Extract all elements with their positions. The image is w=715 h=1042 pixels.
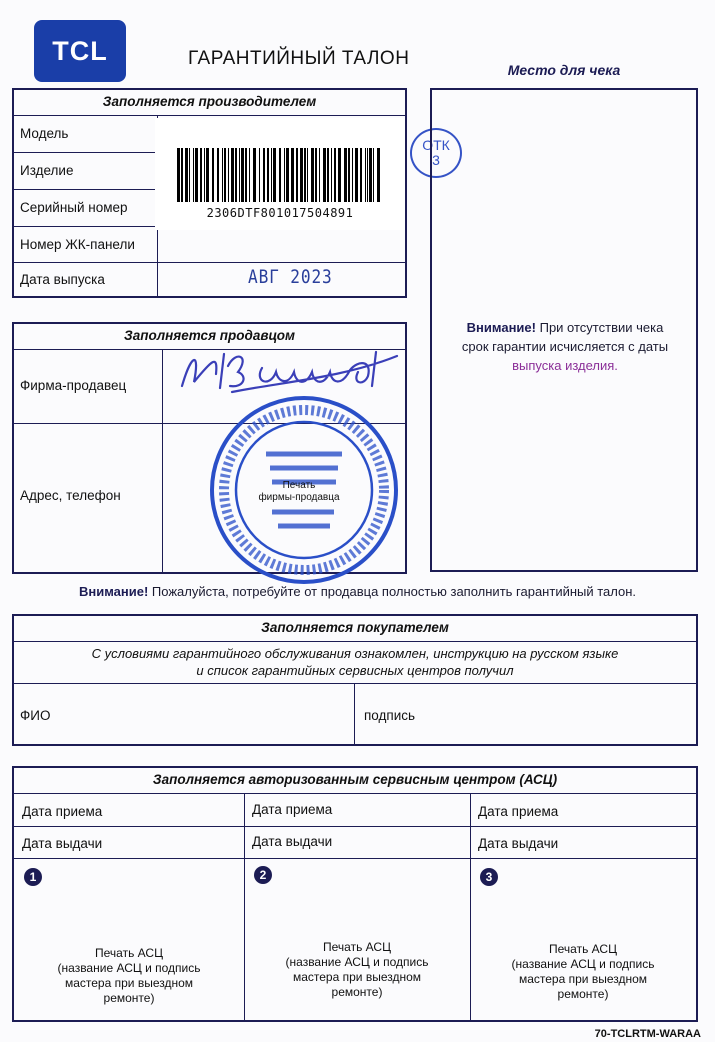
service-number-1-icon: 1: [24, 868, 42, 886]
receipt-notice: [432, 318, 698, 375]
service-row-divider-2: [14, 858, 696, 859]
service-stamp-3-line4: ремонте): [557, 987, 609, 1001]
fio-label: ФИО: [20, 708, 51, 723]
service-stamp-1-line1: Печать АСЦ: [95, 946, 163, 960]
manufacturer-header: Заполняется производителем: [14, 90, 405, 116]
seller-column-divider: [162, 350, 163, 572]
service-stamp-3-line3: мастера при выездном: [518, 972, 648, 986]
receipt-notice-bold: Внимание!: [466, 320, 536, 335]
service-header: Заполняется авторизованным сервисным центром (АСЦ): [14, 768, 696, 794]
service-number-2-icon: 2: [254, 866, 272, 884]
release-date-value: АВГ 2023: [248, 266, 333, 288]
received-date-label-1: Дата приема: [22, 804, 103, 819]
otk-stamp-number: 3: [432, 152, 440, 168]
address-label: Адрес, телефон: [20, 488, 121, 503]
service-stamp-2-line3: мастера при выездном: [292, 970, 422, 984]
buyer-statement-line1: С условиями гарантийного обслуживания ознакомлен, инструкцию на русском языке: [91, 646, 619, 661]
service-stamp-1-line4: ремонте): [103, 991, 155, 1005]
fill-notice-text: Пожалуйста, потребуйте от продавца полностью заполнить гарантийный талон.: [151, 584, 637, 599]
barcode-sticker: [155, 118, 405, 230]
model-label: Модель: [20, 126, 69, 141]
document-title: ГАРАНТИЙНЫЙ ТАЛОН: [188, 48, 410, 69]
service-column-divider-1: [244, 794, 245, 1020]
firm-label: Фирма-продавец: [20, 378, 127, 393]
barcode-icon: [155, 118, 405, 203]
service-stamp-3-line2: (название АСЦ и подпись: [511, 957, 655, 971]
service-stamp-2-line4: ремонте): [331, 985, 383, 999]
service-stamp-caption-1: [44, 946, 214, 1006]
buyer-column-divider: [354, 684, 355, 744]
service-column-divider-2: [470, 794, 471, 1020]
issued-date-label-3: Дата выдачи: [478, 836, 559, 851]
tcl-logo: TCL: [34, 20, 126, 82]
issued-date-label-1: Дата выдачи: [22, 836, 103, 851]
signature-label: подпись: [364, 708, 416, 723]
seal-caption: [244, 480, 354, 504]
footer-code: 70-TCLRTM-WARAA: [594, 1028, 701, 1040]
receipt-place-title: Место для чека: [507, 62, 621, 78]
field-row-date: [14, 263, 405, 296]
service-section: [12, 766, 698, 1022]
barcode-number: 2306DTF801017504891: [206, 206, 354, 220]
issued-date-label-2: Дата выдачи: [252, 834, 333, 849]
product-label: Изделие: [20, 163, 74, 178]
service-stamp-2-line2: (название АСЦ и подпись: [285, 955, 429, 969]
seal-caption-line1: Печать: [282, 480, 316, 491]
service-stamp-1-line2: (название АСЦ и подпись: [57, 961, 201, 975]
service-stamp-caption-2: [272, 940, 442, 1000]
receipt-notice-line3: выпуска изделия.: [512, 358, 618, 373]
received-date-label-2: Дата приема: [252, 802, 333, 817]
serial-number-label: Серийный номер: [20, 200, 128, 215]
receipt-notice-line2: срок гарантии исчисляется с даты: [461, 339, 669, 354]
service-stamp-3-line1: Печать АСЦ: [549, 942, 617, 956]
buyer-statement: [14, 642, 696, 684]
receipt-notice-line1: При отсутствии чека: [539, 320, 664, 335]
buyer-section: [12, 614, 698, 746]
seller-header: Заполняется продавцом: [14, 324, 405, 350]
service-stamp-2-line1: Печать АСЦ: [323, 940, 391, 954]
received-date-label-3: Дата приема: [478, 804, 559, 819]
field-row-panel: [14, 227, 405, 263]
otk-stamp-label: ОТК: [422, 137, 450, 153]
buyer-header: Заполняется покупателем: [14, 616, 696, 642]
fill-notice: [0, 584, 715, 599]
panel-number-label: Номер ЖК-панели: [20, 237, 135, 252]
seal-caption-line2: фирмы-продавца: [258, 492, 340, 503]
service-number-3-icon: 3: [480, 868, 498, 886]
service-stamp-1-line3: мастера при выездном: [64, 976, 194, 990]
release-date-label: Дата выпуска: [20, 272, 105, 287]
service-stamp-caption-3: [498, 942, 668, 1002]
fill-notice-bold: Внимание!: [78, 584, 149, 599]
buyer-statement-line2: и список гарантийных сервисных центров получил: [196, 663, 514, 678]
service-row-divider-1: [14, 826, 696, 827]
